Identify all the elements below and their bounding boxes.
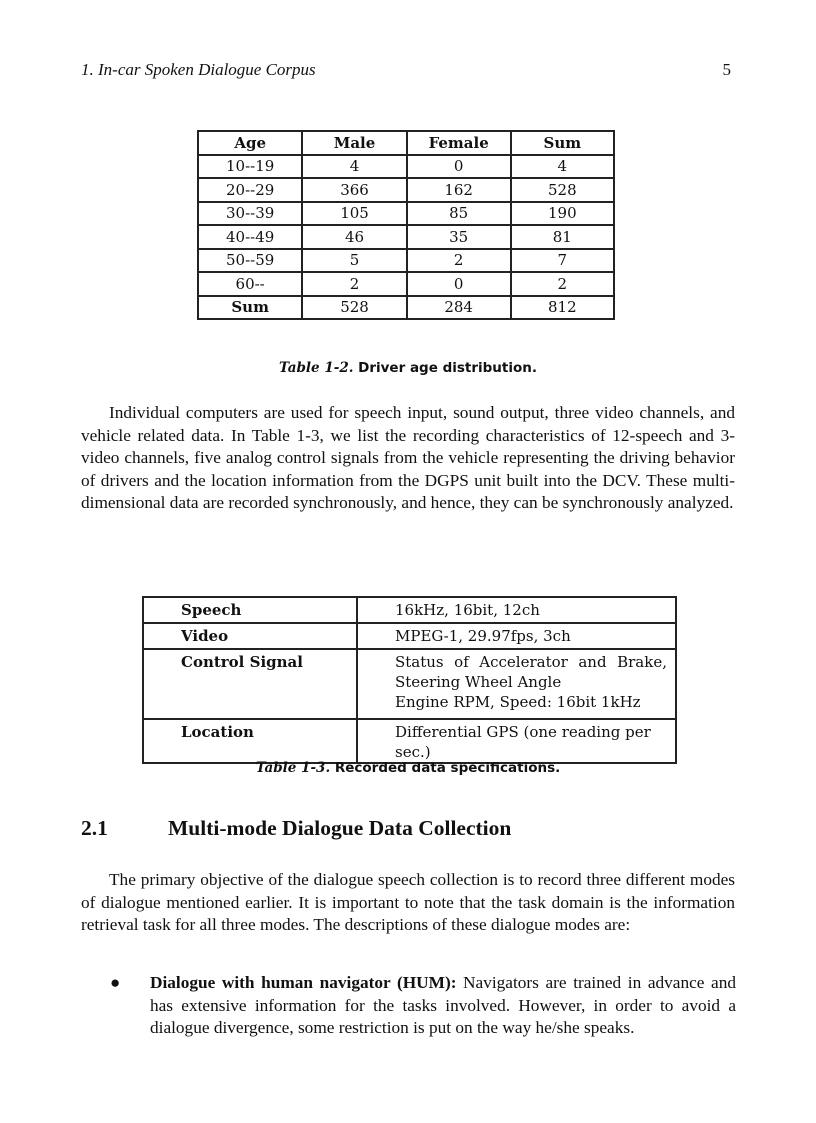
table-row [198,178,614,202]
spec-value-cell: 16kHz, 16bit, 12ch [357,597,676,623]
table-1-3-caption [0,760,816,776]
driver-age-table [197,130,615,320]
male-cell: 4 [302,155,406,179]
female-cell: 0 [407,155,511,179]
column-header-female: Female [407,131,511,155]
page-number: 5 [722,60,731,79]
column-header-sum: Sum [511,131,614,155]
column-header-age: Age [198,131,302,155]
spec-value-line: Engine RPM, Speed: 16bit 1kHz [395,693,641,711]
table-row [198,249,614,273]
table-row [198,155,614,179]
table-row [143,719,676,763]
sum-cell: 7 [511,249,614,273]
section-number: 2.1 [81,816,108,840]
spec-value-cell: MPEG-1, 29.97fps, 3ch [357,623,676,649]
sum-cell: 2 [511,272,614,296]
male-cell: 5 [302,249,406,273]
female-cell: 2 [407,249,511,273]
spec-value-cell [357,649,676,719]
sum-cell: 81 [511,225,614,249]
sum-cell: 4 [511,155,614,179]
grand-total-cell: 812 [511,296,614,320]
list-item-text [150,972,736,1040]
age-cell: 50--59 [198,249,302,273]
section-title: Multi-mode Dialogue Data Collection [168,816,512,840]
table-row [198,272,614,296]
male-cell: 366 [302,178,406,202]
spec-key-cell: Location [143,719,357,763]
column-header-male: Male [302,131,406,155]
male-cell: 2 [302,272,406,296]
female-cell: 0 [407,272,511,296]
table-1-2-caption [0,360,816,376]
caption-text: Recorded data specifications. [330,760,561,776]
list-item-description: Navigators are trained in advance and has extensive information for the tasks involved. However, in order to avoid a dialogue divergence, some restriction is put on the way he/she speaks. [150,973,736,1038]
male-total-cell: 528 [302,296,406,320]
caption-text: Driver age distribution. [353,360,538,376]
spec-value-line: Status of Accelerator and Brake, [395,653,667,671]
list-item-term: Dialogue with human navigator (HUM): [150,973,457,992]
spec-key-cell: Video [143,623,357,649]
age-cell: 30--39 [198,202,302,226]
spec-key-cell: Speech [143,597,357,623]
section-heading [81,816,511,841]
table-row [143,623,676,649]
recorded-data-spec-table [142,596,677,764]
sum-cell: 528 [511,178,614,202]
caption-number: Table 1-2. [278,360,354,376]
table-header-row [198,131,614,155]
table-row [198,202,614,226]
table-row [143,597,676,623]
table-total-row [198,296,614,320]
male-cell: 105 [302,202,406,226]
running-header [81,60,731,82]
table-row [198,225,614,249]
table-row [143,649,676,719]
sum-cell: 190 [511,202,614,226]
caption-number: Table 1-3. [255,760,331,776]
chapter-title: 1. In-car Spoken Dialogue Corpus [81,60,316,79]
age-cell: 40--49 [198,225,302,249]
spec-value-line: Steering Wheel Angle [395,673,562,691]
male-cell: 46 [302,225,406,249]
spec-value-cell: Differential GPS (one reading per sec.) [357,719,676,763]
female-cell: 85 [407,202,511,226]
spec-key-cell: Control Signal [143,649,357,719]
body-paragraph: The primary objective of the dialogue speech collection is to record three different modes of dialogue mentioned earlier. It is important to note that the task domain is the information retrieval task for all three modes. The descriptions of these dialogue modes are: [81,870,735,935]
age-cell: 20--29 [198,178,302,202]
female-cell: 162 [407,178,511,202]
age-cell: 60-- [198,272,302,296]
female-total-cell: 284 [407,296,511,320]
total-label-cell: Sum [198,296,302,320]
age-cell: 10--19 [198,155,302,179]
bullet-icon: ● [110,973,121,992]
body-paragraph: Individual computers are used for speech input, sound output, three video channels, and vehicle related data. In Table 1-3, we list the recording characteristics of 12-speech and 3-video channels, five analog control signals from the vehicle representing the driving behavior of drivers and the location information from the DGPS unit built into the DCV. These multi-dimensional data are recorded synchronously, and hence, they can be synchronously analyzed. [81,403,735,513]
female-cell: 35 [407,225,511,249]
